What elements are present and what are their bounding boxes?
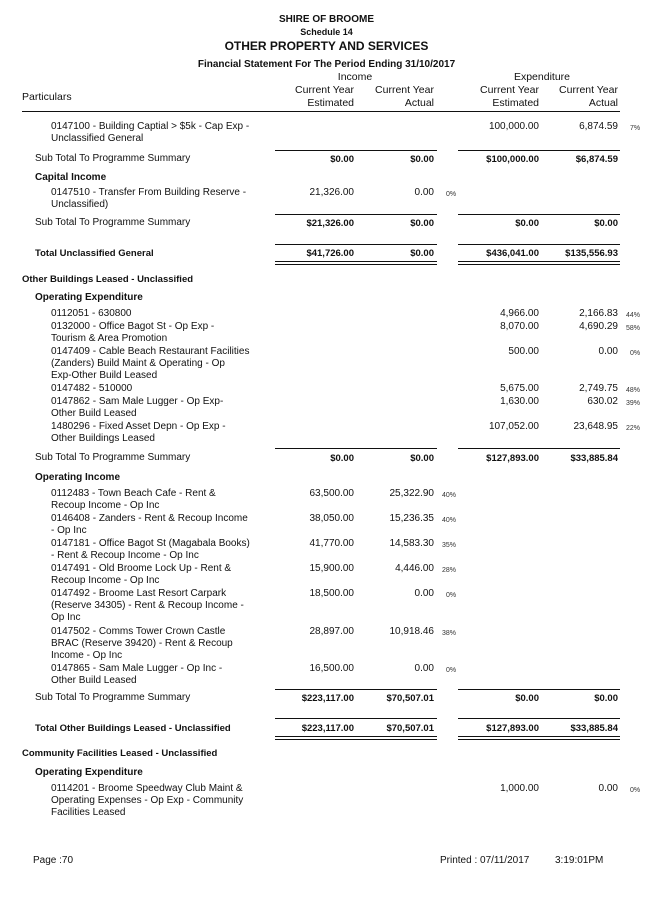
- printed-time: 3:19:01PM: [555, 855, 604, 866]
- exp-actual-value: 0.00: [598, 783, 618, 794]
- line-item-label: 0112051 - 630800: [51, 308, 132, 319]
- exp-act-header-1: Current Year: [559, 84, 618, 96]
- inc-percent: 0%: [446, 191, 457, 198]
- subtotal-exp-est: $127,893.00: [486, 453, 539, 464]
- subtotal-rule: [458, 448, 620, 449]
- exp-percent: 44%: [626, 312, 641, 319]
- exp-est-header-1: Current Year: [480, 84, 539, 96]
- exp-actual-value: 630.02: [587, 396, 618, 407]
- total-rule: [458, 718, 620, 719]
- exp-estimated-value: 107,052.00: [488, 421, 539, 432]
- line-item-label: Income - Op Inc: [51, 650, 123, 661]
- total-label: Total Unclassified General: [35, 248, 154, 259]
- line-item-label: 0147510 - Transfer From Building Reserve -: [51, 187, 247, 198]
- period-label: Financial Statement For The Period Ending 31/10/2017: [197, 59, 456, 70]
- inc-actual-value: 0.00: [414, 663, 434, 674]
- inc-estimated-value: 28,897.00: [309, 626, 354, 637]
- subtotal-inc-est: $223,117.00: [301, 693, 354, 704]
- total-exp-est: $436,041.00: [486, 248, 539, 259]
- line-item-label: Other Buildings Leased: [51, 433, 155, 444]
- subtotal-inc-act: $0.00: [410, 154, 434, 165]
- line-item-label: Operating Expenses - Op Exp - Community: [51, 795, 244, 806]
- subtotal-inc-est: $0.00: [330, 154, 354, 165]
- line-item-label: (Zanders) Build Maint & Operating - Op: [51, 358, 225, 369]
- header-rule: [22, 111, 620, 112]
- exp-estimated-value: 500.00: [508, 346, 539, 357]
- line-item-label: - Rent & Recoup Income - Op Inc: [51, 550, 199, 561]
- inc-estimated-value: 18,500.00: [309, 588, 354, 599]
- subtotal-label: Sub Total To Programme Summary: [35, 692, 191, 703]
- line-item-label: 0147865 - Sam Male Lugger - Op Inc -: [51, 663, 223, 674]
- section-heading: Other Buildings Leased - Unclassified: [22, 274, 194, 285]
- subtotal-rule: [458, 214, 620, 215]
- exp-percent: 48%: [626, 387, 641, 394]
- exp-percent: 22%: [626, 425, 641, 432]
- line-item-label: 0132000 - Office Bagot St - Op Exp -: [51, 321, 215, 332]
- total-rule: [275, 718, 437, 719]
- exp-estimated-value: 100,000.00: [488, 121, 539, 132]
- category-heading: Operating Expenditure: [35, 292, 143, 303]
- line-item-label: 0147409 - Cable Beach Restaurant Facilities: [51, 346, 250, 357]
- inc-actual-value: 0.00: [414, 588, 434, 599]
- inc-actual-value: 10,918.46: [389, 626, 434, 637]
- total-double-rule: [275, 736, 437, 740]
- printed-date: Printed : 07/11/2017: [440, 855, 530, 866]
- line-item-label: Op Inc: [51, 612, 81, 623]
- exp-percent: 58%: [626, 325, 641, 332]
- exp-actual-value: 2,166.83: [579, 308, 618, 319]
- inc-estimated-value: 38,050.00: [309, 513, 354, 524]
- exp-percent: 0%: [630, 350, 641, 357]
- line-item-label: BRAC (Reserve 39420) - Rent & Recoup: [51, 638, 233, 649]
- exp-estimated-value: 8,070.00: [500, 321, 539, 332]
- subtotal-exp-est: $100,000.00: [486, 154, 539, 165]
- inc-actual-value: 15,236.35: [389, 513, 434, 524]
- inc-actual-value: 25,322.90: [389, 488, 434, 499]
- total-inc-act: $0.00: [410, 248, 434, 259]
- income-header: Income: [337, 71, 373, 83]
- section-heading: Community Facilities Leased - Unclassified: [22, 748, 218, 759]
- subtotal-inc-act: $0.00: [410, 218, 434, 229]
- line-item-label: Facilities Leased: [51, 807, 126, 818]
- exp-estimated-value: 1,630.00: [500, 396, 539, 407]
- line-item-label: 0146408 - Zanders - Rent & Recoup Income: [51, 513, 248, 524]
- line-item-label: Unclassified General: [51, 133, 144, 144]
- subtotal-rule: [275, 150, 437, 151]
- inc-percent: 40%: [442, 492, 457, 499]
- line-item-label: Recoup Income - Op Inc: [51, 575, 160, 586]
- exp-actual-value: 6,874.59: [579, 121, 618, 132]
- exp-estimated-value: 4,966.00: [500, 308, 539, 319]
- inc-estimated-value: 41,770.00: [309, 538, 354, 549]
- inc-actual-value: 0.00: [414, 187, 434, 198]
- exp-percent: 39%: [626, 400, 641, 407]
- inc-percent: 28%: [442, 567, 457, 574]
- subtotal-inc-act: $70,507.01: [386, 693, 434, 704]
- total-rule: [458, 244, 620, 245]
- subtotal-exp-act: $0.00: [594, 693, 618, 704]
- exp-act-header-2: Actual: [588, 97, 618, 109]
- category-heading: Operating Expenditure: [35, 767, 143, 778]
- exp-actual-value: 0.00: [598, 346, 618, 357]
- total-rule: [275, 244, 437, 245]
- line-item-label: Exp-Other Build Leased: [51, 370, 158, 381]
- subtotal-exp-act: $33,885.84: [570, 453, 618, 464]
- subtotal-label: Sub Total To Programme Summary: [35, 153, 191, 164]
- particulars-header: Particulars: [22, 91, 72, 103]
- subtotal-rule: [275, 448, 437, 449]
- line-item-label: 0114201 - Broome Speedway Club Maint &: [51, 783, 243, 794]
- line-item-label: 0112483 - Town Beach Cafe - Rent &: [51, 488, 216, 499]
- subtotal-rule: [458, 150, 620, 151]
- line-item-label: 1480296 - Fixed Asset Depn - Op Exp -: [51, 421, 226, 432]
- schedule-label: Schedule 14: [300, 27, 353, 37]
- total-double-rule: [275, 261, 437, 265]
- total-exp-act: $135,556.93: [565, 248, 618, 259]
- subtotal-exp-act: $6,874.59: [575, 154, 618, 165]
- exp-percent: 0%: [630, 787, 641, 794]
- org-name: SHIRE OF BROOME: [278, 14, 374, 25]
- inc-percent: 35%: [442, 542, 457, 549]
- total-inc-act: $70,507.01: [386, 723, 434, 734]
- exp-actual-value: 2,749.75: [579, 383, 618, 394]
- line-item-label: 0147862 - Sam Male Lugger - Op Exp-: [51, 396, 224, 407]
- page-number: Page :70: [33, 855, 74, 866]
- subtotal-exp-act: $0.00: [594, 218, 618, 229]
- line-item-label: - Op Inc: [51, 525, 87, 536]
- line-item-label: 0147492 - Broome Last Resort Carpark: [51, 588, 227, 599]
- inc-estimated-value: 15,900.00: [309, 563, 354, 574]
- total-exp-act: $33,885.84: [570, 723, 618, 734]
- line-item-label: Other Build Leased: [51, 408, 137, 419]
- category-heading: Capital Income: [35, 172, 107, 183]
- page-title: OTHER PROPERTY AND SERVICES: [224, 39, 429, 53]
- category-heading: Operating Income: [35, 472, 121, 483]
- line-item-label: Recoup Income - Op Inc: [51, 500, 160, 511]
- subtotal-inc-est: $0.00: [330, 453, 354, 464]
- inc-percent: 0%: [446, 667, 457, 674]
- exp-actual-value: 4,690.29: [579, 321, 618, 332]
- exp-est-header-2: Estimated: [492, 97, 539, 109]
- inc-est-header-1: Current Year: [295, 84, 354, 96]
- subtotal-exp-est: $0.00: [515, 218, 539, 229]
- line-item-label: 0147181 - Office Bagot St (Magabala Books): [51, 538, 250, 549]
- line-item-label: 0147502 - Comms Tower Crown Castle: [51, 626, 226, 637]
- line-item-label: Tourism & Area Promotion: [51, 333, 168, 344]
- subtotal-label: Sub Total To Programme Summary: [35, 452, 191, 463]
- exp-actual-value: 23,648.95: [573, 421, 618, 432]
- subtotal-inc-est: $21,326.00: [306, 218, 354, 229]
- inc-percent: 0%: [446, 592, 457, 599]
- line-item-label: 0147482 - 510000: [51, 383, 133, 394]
- inc-est-header-2: Estimated: [307, 97, 354, 109]
- inc-estimated-value: 21,326.00: [309, 187, 354, 198]
- exp-percent: 7%: [630, 125, 641, 132]
- subtotal-exp-est: $0.00: [515, 693, 539, 704]
- total-double-rule: [458, 261, 620, 265]
- subtotal-rule: [275, 214, 437, 215]
- expenditure-header: Expenditure: [513, 71, 571, 83]
- line-item-label: 0147100 - Building Captial > $5k - Cap Exp -: [51, 121, 250, 132]
- subtotal-label: Sub Total To Programme Summary: [35, 217, 191, 228]
- line-item-label: Other Build Leased: [51, 675, 137, 686]
- line-item-label: (Reserve 34305) - Rent & Recoup Income -: [51, 600, 244, 611]
- line-item-label: 0147491 - Old Broome Lock Up - Rent &: [51, 563, 232, 574]
- inc-actual-value: 4,446.00: [395, 563, 434, 574]
- total-label: Total Other Buildings Leased - Unclassified: [35, 723, 231, 734]
- inc-estimated-value: 63,500.00: [309, 488, 354, 499]
- inc-actual-value: 14,583.30: [389, 538, 434, 549]
- total-exp-est: $127,893.00: [486, 723, 539, 734]
- inc-act-header-2: Actual: [404, 97, 434, 109]
- exp-estimated-value: 1,000.00: [500, 783, 539, 794]
- subtotal-rule: [458, 689, 620, 690]
- inc-act-header-1: Current Year: [375, 84, 434, 96]
- line-item-label: Unclassified): [51, 199, 109, 210]
- inc-percent: 40%: [442, 517, 457, 524]
- inc-estimated-value: 16,500.00: [309, 663, 354, 674]
- subtotal-inc-act: $0.00: [410, 453, 434, 464]
- subtotal-rule: [275, 689, 437, 690]
- exp-estimated-value: 5,675.00: [500, 383, 539, 394]
- total-inc-est: $223,117.00: [301, 723, 354, 734]
- total-inc-est: $41,726.00: [306, 248, 354, 259]
- inc-percent: 38%: [442, 630, 457, 637]
- total-double-rule: [458, 736, 620, 740]
